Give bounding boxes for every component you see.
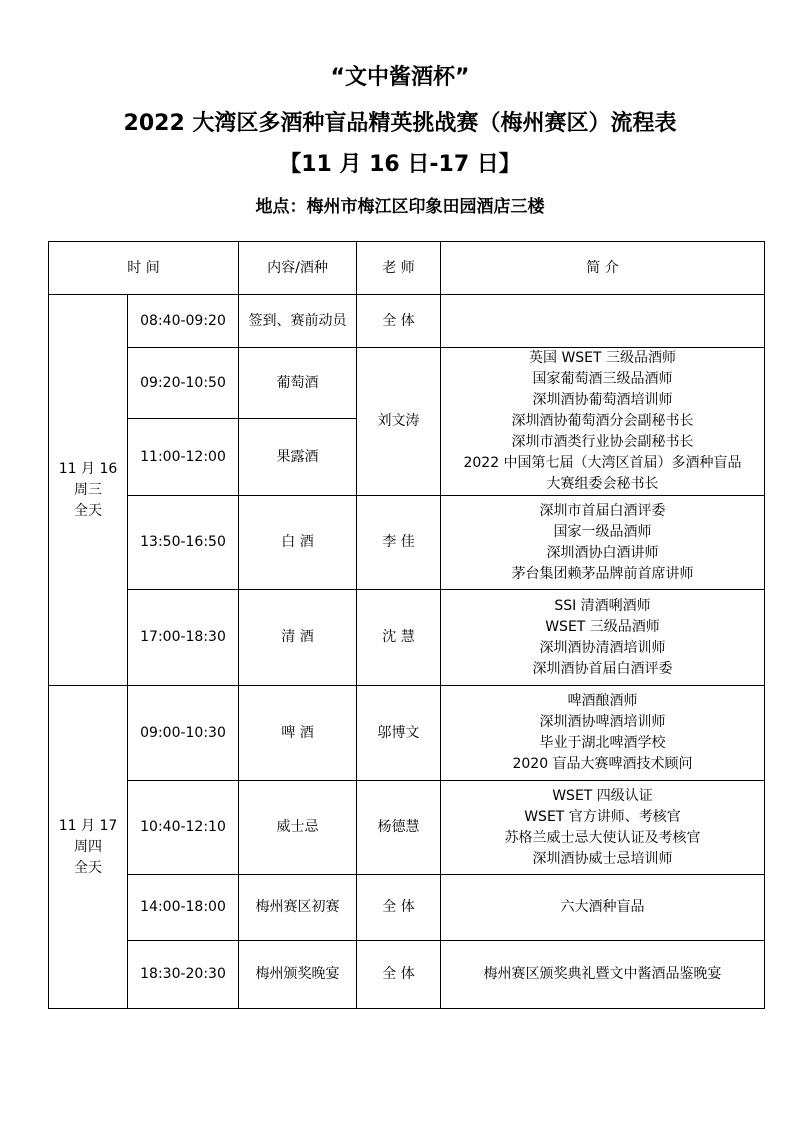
intro-cell <box>441 875 765 941</box>
schedule-table <box>48 241 765 1009</box>
intro-line: 毕业于湖北啤酒学校 <box>539 735 666 751</box>
table-row <box>49 941 765 1009</box>
intro-cell <box>441 686 765 781</box>
intro-line: 大赛组委会秘书长 <box>546 476 659 492</box>
intro-line: WSET 官方讲师、考核官 <box>524 808 681 825</box>
table-row <box>49 295 765 348</box>
intro-line: 2020 盲品大赛啤酒技术顾问 <box>512 756 693 772</box>
intro-line: 梅州赛区颁奖典礼暨文中酱酒品鉴晚宴 <box>483 966 722 982</box>
doc-title-line1: “文中酱酒杯” <box>330 65 470 90</box>
day2-weekday: 周四 <box>74 838 102 855</box>
content-cell: 签到、赛前动员 <box>239 295 357 348</box>
intro-line: 苏格兰威士忌大使认证及考核官 <box>504 829 701 846</box>
teacher-cell: 全 体 <box>357 295 441 348</box>
content-cell: 果露酒 <box>239 419 357 496</box>
header-content: 内容/酒种 <box>239 242 357 295</box>
time-cell: 14:00-18:00 <box>128 875 239 941</box>
content-cell: 威士忌 <box>239 781 357 875</box>
time-cell: 17:00-18:30 <box>128 590 239 686</box>
intro-line: 茅台集团赖茅品牌前首席讲师 <box>511 565 694 582</box>
table-row <box>49 875 765 941</box>
day1-cell <box>49 295 128 686</box>
intro-line: WSET 四级认证 <box>552 787 653 804</box>
header-teacher: 老 师 <box>357 242 441 295</box>
teacher-cell: 沈 慧 <box>357 590 441 686</box>
intro-cell <box>441 348 765 496</box>
table-row <box>49 496 765 590</box>
content-cell: 葡萄酒 <box>239 348 357 419</box>
teacher-cell: 杨德慧 <box>357 781 441 875</box>
intro-line: 深圳市首届白酒评委 <box>539 502 666 519</box>
intro-line: 英国 WSET 三级品酒师 <box>529 350 677 366</box>
content-cell: 梅州赛区初赛 <box>239 875 357 941</box>
intro-line: 国家葡萄酒三级品酒师 <box>532 371 673 387</box>
intro-line: 深圳酒协清酒培训师 <box>539 639 666 656</box>
intro-line: 啤酒酿酒师 <box>567 693 638 709</box>
intro-cell <box>441 590 765 686</box>
intro-cell <box>441 941 765 1009</box>
intro-line: 深圳酒协白酒讲师 <box>546 544 659 561</box>
time-cell: 18:30-20:30 <box>128 941 239 1009</box>
intro-line: 六大酒种盲品 <box>560 899 645 915</box>
day1-weekday: 周三 <box>74 481 102 498</box>
intro-cell <box>441 781 765 875</box>
content-cell: 啤 酒 <box>239 686 357 781</box>
teacher-cell: 邬博文 <box>357 686 441 781</box>
teacher-cell: 全 体 <box>357 875 441 941</box>
table-row <box>49 781 765 875</box>
intro-line: 深圳市酒类行业协会副秘书长 <box>511 434 694 450</box>
intro-line: 深圳酒协葡萄酒培训师 <box>532 392 673 408</box>
time-cell: 10:40-12:10 <box>128 781 239 875</box>
day1-span: 全天 <box>74 502 102 519</box>
intro-line: 深圳酒协威士忌培训师 <box>532 850 673 867</box>
day1-date: 11 月 16 <box>58 460 118 477</box>
intro-line: WSET 三级品酒师 <box>545 618 660 635</box>
day2-span: 全天 <box>74 859 102 876</box>
teacher-cell: 刘文涛 <box>357 348 441 496</box>
header-intro: 简 介 <box>441 242 765 295</box>
intro-line: 国家一级品酒师 <box>553 523 652 540</box>
content-cell: 白 酒 <box>239 496 357 590</box>
doc-title-line2: 2022 大湾区多酒种盲品精英挑战赛（梅州赛区）流程表 <box>123 111 677 136</box>
intro-line: SSI 清酒唎酒师 <box>554 597 651 614</box>
day2-cell <box>49 686 128 1009</box>
intro-line: 深圳酒协啤酒培训师 <box>539 714 666 730</box>
time-cell: 11:00-12:00 <box>128 419 239 496</box>
time-cell: 13:50-16:50 <box>128 496 239 590</box>
teacher-cell: 李 佳 <box>357 496 441 590</box>
time-cell: 09:20-10:50 <box>128 348 239 419</box>
doc-date-range: 【11 月 16 日-17 日】 <box>279 152 521 177</box>
intro-line: 深圳酒协首届白酒评委 <box>532 660 673 677</box>
time-cell: 08:40-09:20 <box>128 295 239 348</box>
intro-line: 深圳酒协葡萄酒分会副秘书长 <box>511 413 694 429</box>
header-time: 时 间 <box>49 242 239 295</box>
table-header-row <box>49 242 765 295</box>
time-cell: 09:00-10:30 <box>128 686 239 781</box>
table-row <box>49 348 765 419</box>
day2-date: 11 月 17 <box>58 817 118 834</box>
intro-cell <box>441 496 765 590</box>
table-row <box>49 686 765 781</box>
teacher-cell: 全 体 <box>357 941 441 1009</box>
intro-cell-empty <box>441 295 765 348</box>
table-row <box>49 590 765 686</box>
content-cell: 清 酒 <box>239 590 357 686</box>
doc-venue: 地点：梅州市梅江区印象田园酒店三楼 <box>255 197 545 217</box>
content-cell: 梅州颁奖晚宴 <box>239 941 357 1009</box>
intro-line: 2022 中国第七届（大湾区首届）多酒种盲品 <box>463 455 742 471</box>
